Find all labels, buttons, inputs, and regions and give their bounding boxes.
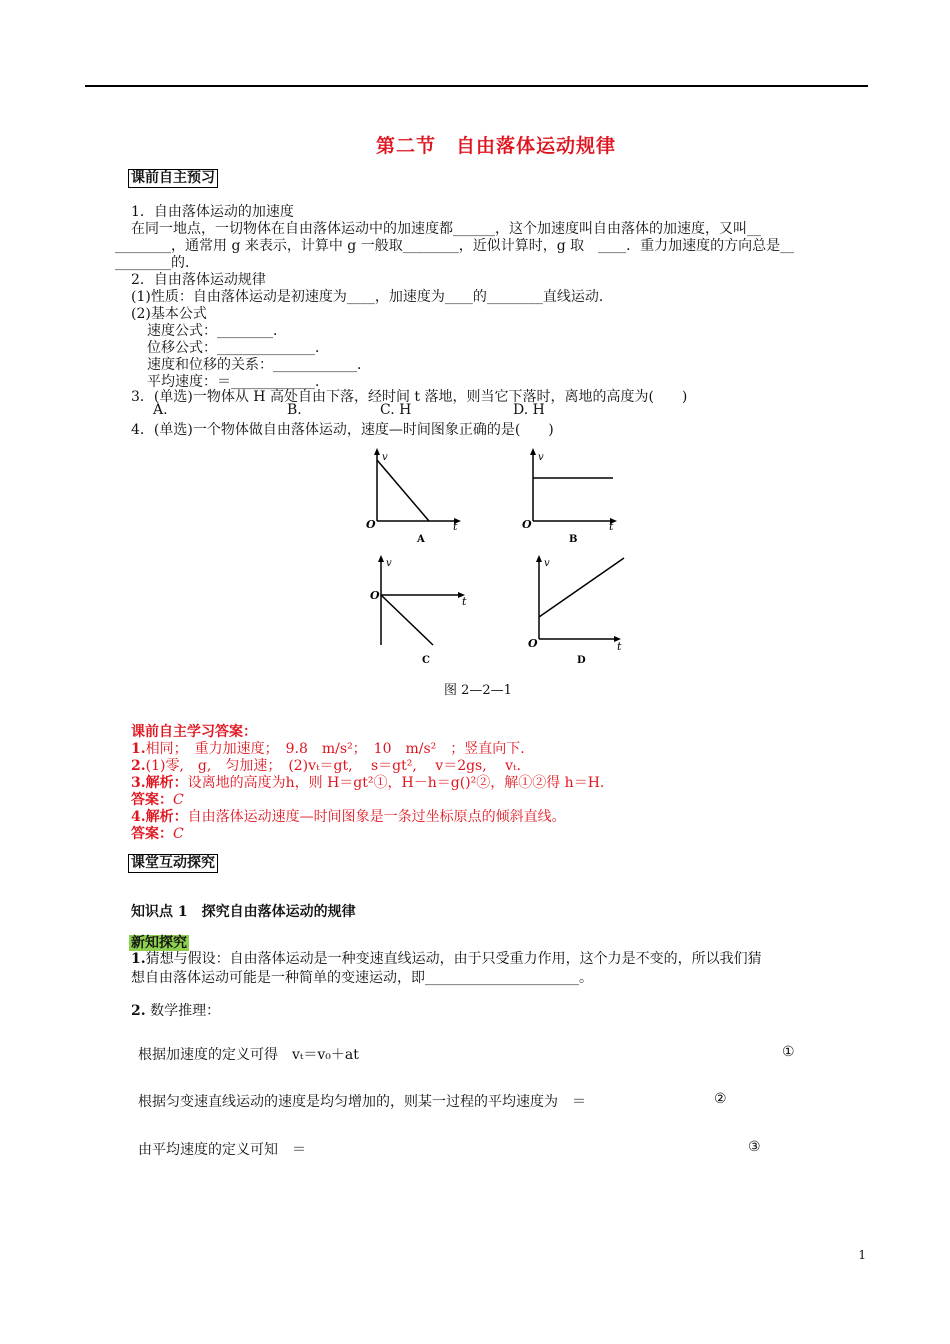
graph-d-v-label: v: [544, 558, 550, 569]
graph-d-origin: O: [528, 637, 538, 650]
q2-formulas-heading: (2)基本公式: [131, 306, 207, 322]
reasoning-1-mark: ①: [782, 1044, 795, 1060]
graph-b-v-label: v: [538, 452, 544, 463]
reasoning-3-mark: ③: [748, 1139, 761, 1155]
new-knowledge-tag: 新知探究: [131, 935, 187, 951]
graph-a-line: [377, 460, 429, 521]
explore-p1-line-1: 1.猜想与假设：自由落体运动是一种变速直线运动，由于只受重力作用，这个力是不变的，所以我们猜: [131, 951, 762, 967]
graph-d: [522, 553, 632, 668]
graph-b-label: B: [569, 534, 578, 545]
graph-c-line: [381, 595, 433, 645]
graph-d-label: D: [577, 655, 586, 666]
graph-a: [360, 448, 470, 548]
graph-c: [365, 553, 475, 668]
graph-d-t-label: t: [617, 640, 622, 653]
graph-c-t-label: t: [462, 595, 467, 608]
figure-caption: 图 2—2—1: [444, 683, 512, 698]
header-rule: [85, 85, 868, 87]
answer-3: 3.解析：设离地的高度为h，则 H＝gt²①，H－h＝g()²②，解①②得 h＝H.: [131, 775, 605, 791]
q1-heading: 1．自由落体运动的加速度: [131, 204, 294, 220]
answer-3-result: 答案：C: [131, 792, 184, 808]
q3-option-a: A.: [153, 402, 168, 418]
page-number: 1: [858, 1248, 866, 1262]
q3-option-d: D. H: [513, 402, 545, 418]
graph-a-t-label: t: [453, 520, 458, 533]
answer-4-result: 答案：C: [131, 826, 184, 842]
graph-b-t-label: t: [609, 520, 614, 533]
formula-velocity-displacement: 速度和位移的关系：____________．: [147, 357, 371, 373]
reasoning-3: 由平均速度的定义可知 ＝: [138, 1142, 306, 1158]
knowledge-point-1: 知识点 1 探究自由落体运动的规律: [131, 904, 356, 920]
answer-1: 1.相同； 重力加速度； 9.8 m/s²； 10 m/s² ；竖直向下.: [131, 741, 525, 757]
graph-a-v-label: v: [382, 452, 388, 463]
graph-d-line: [539, 558, 624, 617]
graph-a-origin: O: [366, 518, 376, 531]
answers-heading: 课前自主学习答案：: [131, 724, 257, 740]
q3-text: 3．(单选)一物体从 H 高处自由下落，经时间 t 落地，则当它下落时，离地的高度为( ): [131, 389, 688, 405]
reasoning-1: 根据加速度的定义可得 vₜ＝v₀＋at: [138, 1047, 359, 1063]
section-heading-class: 课堂互动探究: [128, 854, 218, 873]
answer-2: 2.(1)零, g, 匀加速； (2)vₜ＝gt, s＝gt², v＝2gs, vₜ.: [131, 758, 521, 774]
formula-displacement: 位移公式：______________．: [147, 340, 329, 356]
explore-p2: 2. 数学推理：: [131, 1003, 221, 1019]
formula-velocity: 速度公式：________．: [147, 323, 287, 339]
q4-text: 4．(单选)一个物体做自由落体运动，速度—时间图象正确的是( ): [131, 422, 554, 438]
graph-c-origin: O: [370, 589, 380, 602]
q1-line-2: ________，通常用 g 来表示，计算中 g 一般取________，近似计算时，g 取 ____．重力加速度的方向总是__: [115, 238, 795, 254]
graph-b-origin: O: [522, 518, 532, 531]
section-heading-preview: 课前自主预习: [128, 169, 218, 188]
formula-average-velocity: 平均速度：＝____________．: [147, 374, 329, 390]
answer-4: 4.解析：自由落体运动速度—时间图象是一条过坐标原点的倾斜直线。: [131, 809, 566, 825]
page-title: 第二节 自由落体运动规律: [376, 135, 617, 157]
graph-c-label: C: [422, 655, 430, 666]
q2-property: (1)性质：自由落体运动是初速度为____，加速度为____的________直线运动．: [131, 289, 613, 305]
reasoning-2: 根据匀变速直线运动的速度是均匀增加的，则某一过程的平均速度为 ＝: [138, 1094, 586, 1110]
q3-option-c: C. H: [380, 402, 412, 418]
q3-option-b: B.: [287, 402, 302, 418]
reasoning-2-mark: ②: [714, 1091, 727, 1107]
graph-a-label: A: [417, 534, 425, 545]
q2-heading: 2．自由落体运动规律: [131, 272, 266, 288]
graph-c-v-label: v: [386, 558, 392, 569]
explore-p1-line-2: 想自由落体运动可能是一种简单的变速运动，即______________________。: [131, 970, 593, 986]
q1-line-3: ________的．: [115, 255, 199, 271]
q1-line-1: 在同一地点，一切物体在自由落体运动中的加速度都______，这个加速度叫自由落体的加速度，又叫__: [131, 221, 761, 237]
graph-b: [516, 448, 626, 548]
